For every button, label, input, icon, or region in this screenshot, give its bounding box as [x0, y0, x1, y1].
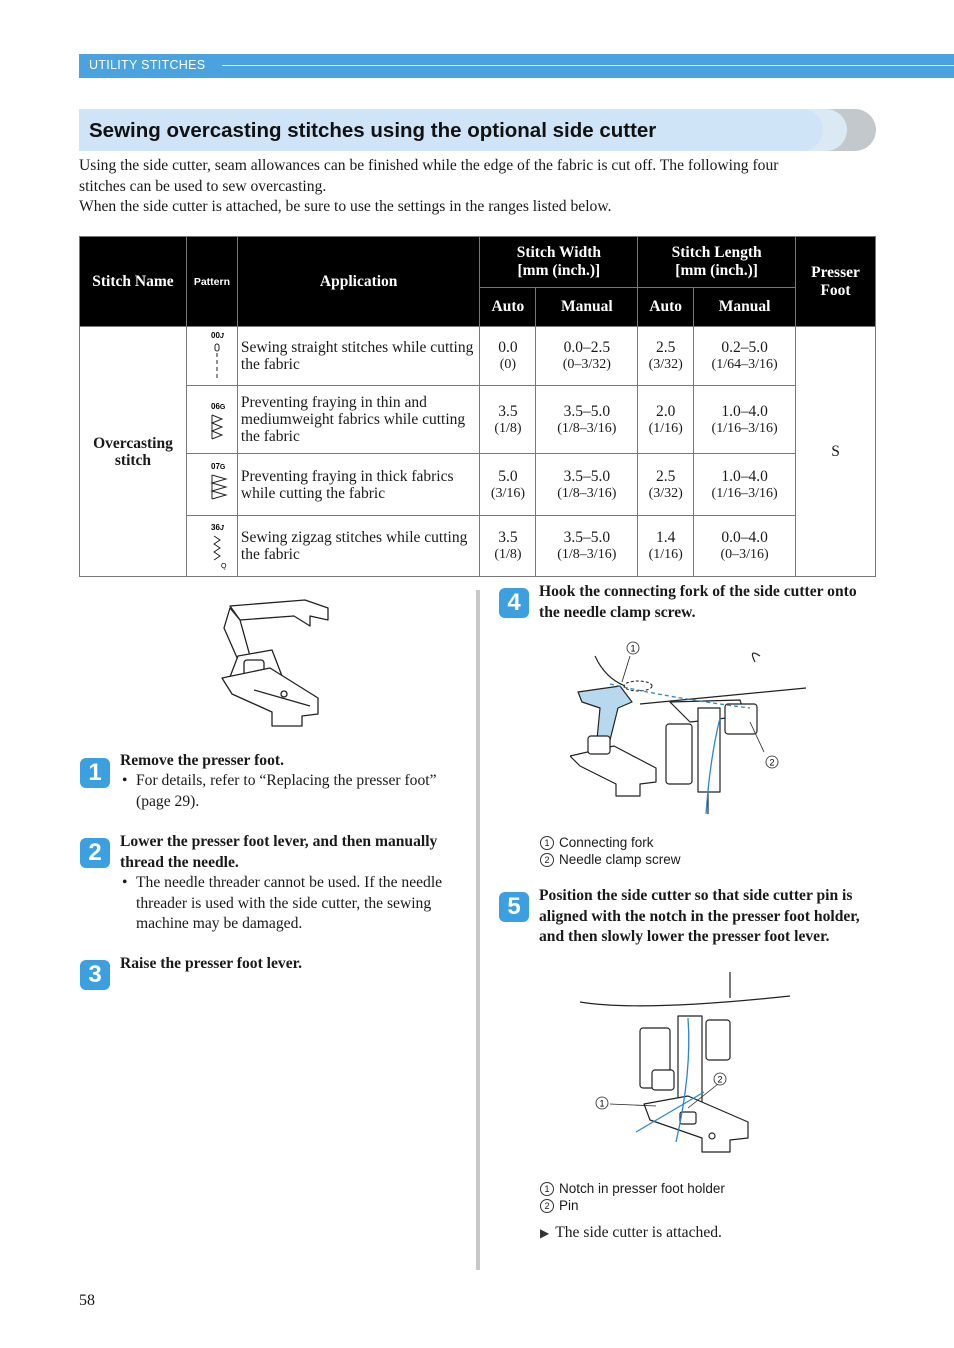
- col-header-stitch-name: Stitch Name: [80, 237, 187, 327]
- value-inch: (0): [499, 357, 517, 372]
- stitch-name-cell: [80, 327, 187, 577]
- caption-line: [540, 1180, 725, 1197]
- stitch-width-label: Stitch Width: [516, 244, 601, 261]
- overcast-thick-pattern-icon: [192, 455, 232, 511]
- side-cutter-pin-illustration: [580, 972, 800, 1172]
- caption-text: Connecting fork: [559, 835, 654, 850]
- intro-line: stitches can be used to sew overcasting.: [79, 177, 327, 195]
- straight-stitch-pattern-icon: [192, 328, 232, 380]
- caption-text: Notch in presser foot holder: [559, 1181, 725, 1196]
- svg-text:2: 2: [769, 757, 775, 768]
- section-title: Sewing overcasting stitches using the optional side cutter: [89, 119, 657, 142]
- length-auto-cell: [638, 327, 694, 386]
- value: 5.0: [498, 467, 518, 485]
- pattern-cell: [186, 386, 237, 454]
- value: 2.5: [656, 339, 676, 356]
- length-manual-cell: [694, 454, 796, 516]
- bullet-text: • For details, refer to “Replacing the presser foot” (page 29).: [120, 771, 460, 812]
- value: 0.2–5.0: [721, 339, 768, 356]
- stitch-width-unit: [mm (inch.)]: [517, 262, 601, 279]
- column-divider: [476, 590, 480, 1270]
- svg-text:00J: 00J: [210, 331, 224, 340]
- col-header-width-auto: Auto: [480, 288, 536, 327]
- application-cell: Preventing fraying in thin and mediumweight fabrics while cutting the fabric: [237, 386, 480, 454]
- col-header-stitch-width: [480, 237, 638, 288]
- value: 3.5: [498, 529, 518, 546]
- value-inch: (3/16): [490, 485, 526, 501]
- table-row: [80, 454, 876, 516]
- value-inch: (0–3/16): [720, 547, 769, 562]
- stitch-length-label: Stitch Length: [671, 244, 762, 261]
- svg-text:36J: 36J: [210, 523, 224, 532]
- length-auto-cell: [638, 386, 694, 454]
- side-cutter-illustration: [210, 598, 330, 730]
- application-cell: Sewing zigzag stitches while cutting the fabric: [237, 516, 480, 577]
- value: 0.0–4.0: [721, 529, 768, 546]
- step-number-badge: 2: [80, 838, 110, 868]
- section-title-box: [79, 109, 823, 151]
- value-inch: (1/16–3/16): [711, 420, 778, 436]
- step-note: [120, 873, 460, 935]
- value: 0.0: [498, 339, 518, 356]
- caption-line: [540, 1197, 725, 1214]
- step-title: Raise the presser foot lever.: [120, 955, 303, 972]
- stitch-name: Overcasting stitch: [93, 434, 173, 469]
- step-number-badge: 5: [499, 892, 529, 922]
- step-result: [540, 1224, 722, 1242]
- bullet-text: • The needle threader cannot be used. If the needle threader is used with the side cutter, the sewing machine may be damaged.: [120, 873, 460, 935]
- value-inch: (3/32): [648, 357, 683, 372]
- value-inch: (0–3/32): [562, 357, 611, 372]
- intro-text: [79, 156, 879, 218]
- intro-line: When the side cutter is attached, be sure to use the settings in the ranges listed below.: [79, 198, 612, 215]
- width-manual-cell: [536, 454, 638, 516]
- step-title: Lower the presser foot lever, and then manually thread the needle.: [120, 833, 438, 871]
- section-header-bar: [79, 54, 954, 78]
- width-manual-cell: [536, 516, 638, 577]
- value: 1.0–4.0: [721, 467, 768, 485]
- figure-caption: [540, 1180, 725, 1214]
- overcast-thin-pattern-icon: [192, 389, 232, 447]
- value: 3.5–5.0: [563, 467, 611, 485]
- callout-number: 1: [540, 1182, 554, 1196]
- width-auto-cell: [480, 516, 536, 577]
- application-cell: Sewing straight stitches while cutting the fabric: [237, 327, 480, 386]
- value: 1.0–4.0: [721, 402, 768, 420]
- step-number-badge: 4: [499, 588, 529, 618]
- step-title: Position the side cutter so that side cutter pin is aligned with the notch in the presser foot holder, and then slowly lower the presser foot lever.: [539, 887, 860, 945]
- result-arrow-icon: ▶: [540, 1226, 550, 1240]
- header-rule: [222, 65, 954, 66]
- value-inch: (1/8–3/16): [557, 420, 617, 436]
- svg-text:Q: Q: [220, 563, 227, 570]
- pattern-cell: [186, 454, 237, 516]
- value-inch: (1/8–3/16): [557, 485, 617, 501]
- value-inch: (1/16): [648, 420, 683, 436]
- col-header-length-auto: Auto: [638, 288, 694, 327]
- table-row: [80, 327, 876, 386]
- callout-number: 2: [540, 1199, 554, 1213]
- svg-text:06G: 06G: [210, 401, 226, 411]
- value: 2.5: [656, 467, 676, 485]
- callout-number: 1: [540, 836, 554, 850]
- width-manual-cell: [536, 327, 638, 386]
- step-title: Remove the presser foot.: [120, 752, 284, 769]
- table-row: [80, 386, 876, 454]
- svg-text:07G: 07G: [210, 461, 226, 471]
- width-manual-cell: [536, 386, 638, 454]
- value-inch: (1/8): [494, 420, 522, 436]
- value: 3.5–5.0: [563, 529, 611, 546]
- pattern-cell: [186, 516, 237, 577]
- col-header-length-manual: Manual: [694, 288, 796, 327]
- section-header-label: UTILITY STITCHES: [89, 58, 206, 72]
- step-number-badge: 3: [80, 960, 110, 990]
- caption-line: [540, 851, 681, 868]
- length-auto-cell: [638, 454, 694, 516]
- connecting-fork-illustration: [570, 638, 810, 818]
- value-inch: (1/16): [648, 547, 683, 562]
- pattern-cell: [186, 327, 237, 386]
- length-manual-cell: [694, 386, 796, 454]
- result-text: The side cutter is attached.: [555, 1224, 722, 1241]
- value-inch: (1/8–3/16): [557, 547, 617, 562]
- length-manual-cell: [694, 327, 796, 386]
- col-header-width-manual: Manual: [536, 288, 638, 327]
- caption-line: [540, 834, 681, 851]
- col-header-pattern: Pattern: [186, 237, 237, 327]
- page-number: 58: [79, 1292, 95, 1309]
- value-inch: (1/16–3/16): [711, 485, 778, 501]
- step-title: Hook the connecting fork of the side cutter onto the needle clamp screw.: [539, 583, 857, 621]
- caption-text: Needle clamp screw: [559, 852, 681, 867]
- svg-text:2: 2: [717, 1074, 723, 1085]
- stitch-settings-table: [79, 236, 876, 577]
- value-inch: (3/32): [648, 485, 683, 501]
- col-header-stitch-length: [638, 237, 796, 288]
- application-cell: Preventing fraying in thick fabrics while cutting the fabric: [237, 454, 480, 516]
- length-auto-cell: [638, 516, 694, 577]
- col-header-application: Application: [237, 237, 480, 327]
- col-header-presser-foot: Presser Foot: [796, 237, 876, 327]
- zigzag-pattern-icon: [192, 516, 232, 572]
- table-row: [80, 516, 876, 577]
- width-auto-cell: [480, 454, 536, 516]
- value: 0.0–2.5: [563, 339, 611, 356]
- value: 2.0: [656, 402, 676, 420]
- step-number-badge: 1: [80, 758, 110, 788]
- svg-text:1: 1: [599, 1098, 605, 1109]
- value: 3.5–5.0: [563, 402, 611, 420]
- value: 3.5: [498, 402, 518, 420]
- svg-text:1: 1: [630, 643, 636, 654]
- figure-caption: [540, 834, 681, 868]
- value-inch: (1/64–3/16): [711, 357, 778, 372]
- value: 1.4: [656, 529, 676, 546]
- callout-number: 2: [540, 853, 554, 867]
- presser-foot-cell: S: [796, 327, 876, 577]
- step-note: [120, 771, 460, 812]
- value-inch: (1/8): [494, 547, 522, 562]
- caption-text: Pin: [559, 1198, 579, 1213]
- length-manual-cell: [694, 516, 796, 577]
- intro-line: Using the side cutter, seam allowances can be finished while the edge of the fabric is cut off. The following four: [79, 157, 779, 174]
- stitch-length-unit: [mm (inch.)]: [675, 262, 758, 279]
- width-auto-cell: [480, 386, 536, 454]
- width-auto-cell: [480, 327, 536, 386]
